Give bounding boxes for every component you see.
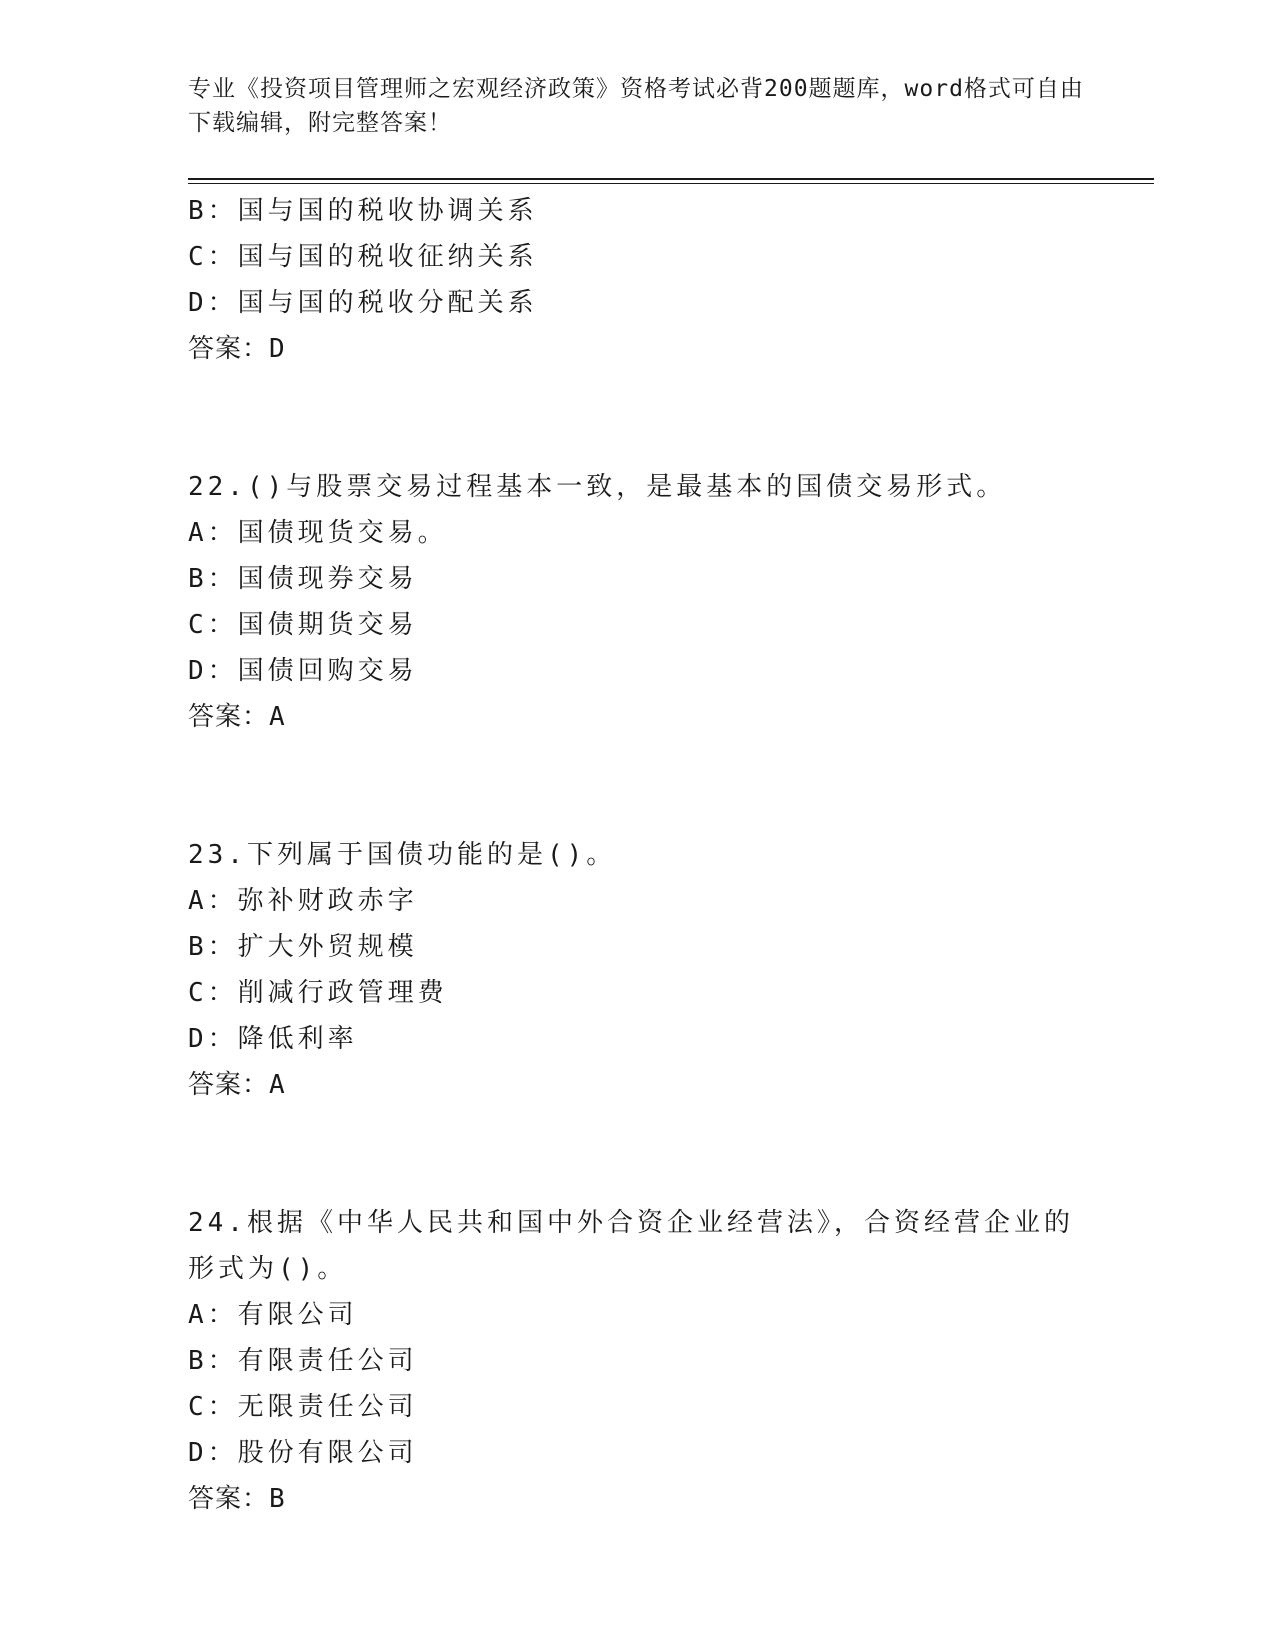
option-d: D：降低利率 xyxy=(188,1024,358,1054)
question-21-continued xyxy=(188,188,1088,372)
option-a: A：国债现货交易。 xyxy=(188,518,448,548)
answer-line: 答案：B xyxy=(188,1484,286,1514)
option-d: D：国债回购交易 xyxy=(188,656,418,686)
option-b: B：国债现券交易 xyxy=(188,564,418,594)
option-b: B：有限责任公司 xyxy=(188,1346,418,1376)
question-stem: 24.根据《中华人民共和国中外合资企业经营法》，合资经营企业的形式为()。 xyxy=(188,1208,1074,1284)
question-22 xyxy=(188,464,1088,740)
document-title: 专业《投资项目管理师之宏观经济政策》资格考试必背200题题库，word格式可自由下载编辑，附完整答案！ xyxy=(188,76,1084,136)
header-divider-thick xyxy=(188,178,1154,180)
option-d: D：股份有限公司 xyxy=(188,1438,418,1468)
option-b: B：国与国的税收协调关系 xyxy=(188,196,538,226)
answer-line: 答案：D xyxy=(188,334,286,364)
answer-line: 答案：A xyxy=(188,702,286,732)
option-c: C：国与国的税收征纳关系 xyxy=(188,242,538,272)
question-list xyxy=(188,188,1088,1522)
option-a: A：有限公司 xyxy=(188,1300,358,1330)
option-c: C：无限责任公司 xyxy=(188,1392,418,1422)
question-stem: 23.下列属于国债功能的是()。 xyxy=(188,840,617,870)
option-d: D：国与国的税收分配关系 xyxy=(188,288,538,318)
question-spacer xyxy=(188,740,1088,832)
question-spacer xyxy=(188,1108,1088,1200)
question-spacer xyxy=(188,372,1088,464)
option-b: B：扩大外贸规模 xyxy=(188,932,418,962)
option-a: A：弥补财政赤字 xyxy=(188,886,418,916)
question-stem: 22.()与股票交易过程基本一致，是最基本的国债交易形式。 xyxy=(188,472,1007,502)
question-23 xyxy=(188,832,1088,1108)
document-header xyxy=(188,72,1088,140)
option-c: C：国债期货交易 xyxy=(188,610,418,640)
option-c: C：削减行政管理费 xyxy=(188,978,448,1008)
answer-line: 答案：A xyxy=(188,1070,286,1100)
header-divider-thin xyxy=(188,183,1154,184)
question-24 xyxy=(188,1200,1088,1522)
